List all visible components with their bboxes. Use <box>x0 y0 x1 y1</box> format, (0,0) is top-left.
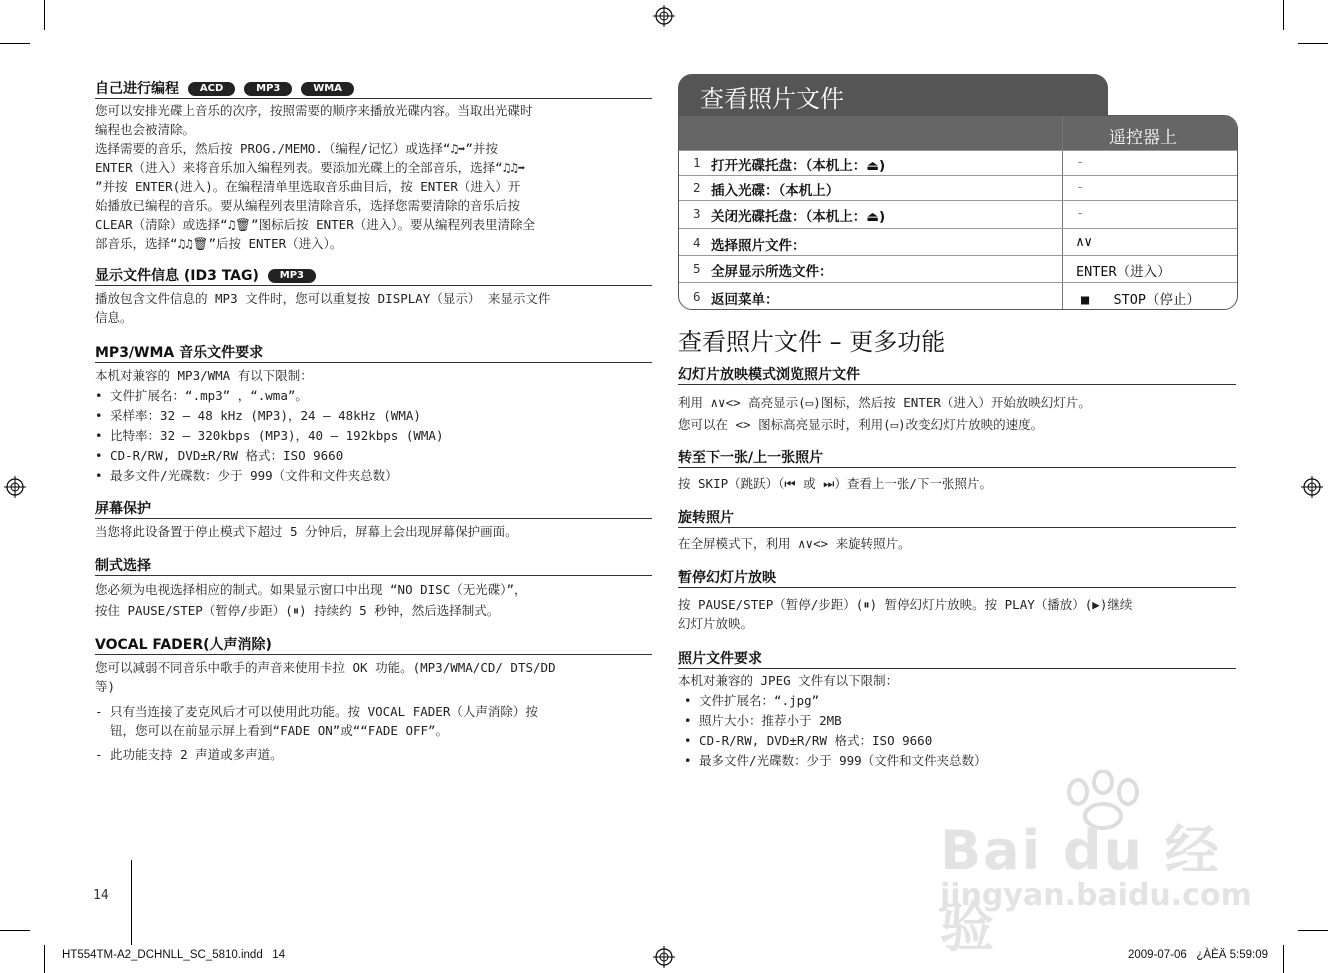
crop-mark <box>1283 0 1284 30</box>
photo-panel <box>678 74 1238 310</box>
section-body-id3 <box>95 289 550 327</box>
row-label: 全屏显示所选文件： <box>711 264 833 280</box>
footer-file-info: HT554TM-A2_DCHNLL_SC_5810.indd 14 <box>62 949 286 961</box>
body-line: 按住 PAUSE/STEP（暂停/步距）(⏸) 持续约 5 秒钟，然后选择制式。 <box>95 603 500 618</box>
section-title-vocal-fader: VOCAL FADER(人声消除) <box>95 637 272 653</box>
table-row <box>679 200 1237 229</box>
list-item: • 文件扩展名：“.mp3” ，“.wma”。 <box>95 388 308 403</box>
row-number: 1 <box>693 155 701 170</box>
section-body-mp3-req <box>95 366 443 486</box>
more-functions-title: 查看照片文件 – 更多功能 <box>678 328 946 356</box>
row-number: 6 <box>693 289 701 304</box>
body-line: 您可以减弱不同音乐中歌手的声音来使用卡拉 OK 功能。(MP3/WMA/CD/ DTS/DD <box>95 660 556 675</box>
section-rule <box>95 654 652 655</box>
section-rule <box>678 587 1236 588</box>
body-line: CLEAR（清除）或选择“♫🗑”图标后按 ENTER（进入）。要从编程列表里清除全 <box>95 217 535 232</box>
section-title-text: 显示文件信息 (ID3 TAG) <box>95 268 259 284</box>
column-header-remote: 遥控器上 <box>1109 128 1177 148</box>
list-item: • 照片大小：推荐小于 2MB <box>684 713 842 728</box>
section-title-mp3-req: MP3/WMA 音乐文件要求 <box>95 345 264 361</box>
badge-mp3: MP3 <box>268 269 316 283</box>
section-title-id3 <box>95 265 316 285</box>
table-row <box>679 150 1237 176</box>
section-body-photo-req <box>678 671 987 771</box>
crop-mark <box>44 0 45 30</box>
crop-mark <box>1298 930 1328 931</box>
row-label: 关闭光碟托盘：（本机上：⏏) <box>711 209 886 225</box>
section-rule <box>95 362 652 363</box>
list-item: - 此功能支持 2 声道或多声道。 <box>95 747 283 762</box>
body-line: 编程也会被清除。 <box>95 122 196 137</box>
body-line: 您必须为电视选择相应的制式。如果显示窗口中出现 “NO DISC（无光碟）”， <box>95 582 527 597</box>
list-item: • 比特率：32 – 320kbps (MP3)，40 – 192kbps (WMA) <box>95 428 444 443</box>
row-number: 4 <box>693 235 701 250</box>
body-line: 播放包含文件信息的 MP3 文件时，您可以重复按 DISPLAY（显示） 来显示文件 <box>95 291 551 306</box>
steps-table <box>678 115 1238 310</box>
list-item: • CD-R/RW, DVD±R/RW 格式：ISO 9660 <box>95 448 344 463</box>
row-value: - <box>1076 154 1085 170</box>
body-line: 始播放已编程的音乐。要从编程列表里清除音乐，选择您需要清除的音乐后按 <box>95 198 521 213</box>
section-body-pause <box>678 595 1132 633</box>
list-item: 钮，您可以在前显示屏上看到“FADE ON”或““FADE OFF”。 <box>95 723 449 738</box>
body-line: 幻灯片放映。 <box>678 616 754 631</box>
list-item: - 只有当连接了麦克风后才可以使用此功能。按 VOCAL FADER（人声消除）按 <box>95 704 538 719</box>
row-value: ∧∨ <box>1076 234 1093 250</box>
row-number: 3 <box>693 206 701 221</box>
section-rule <box>95 98 652 99</box>
crop-mark <box>0 930 30 931</box>
registration-mark-icon <box>4 476 26 498</box>
crop-mark <box>0 43 30 44</box>
list-item: • 最多文件/光碟数：少于 999（文件和文件夹总数） <box>95 468 398 483</box>
body-line: 选择需要的音乐，然后按 PROG./MEMO.（编程/记忆）或选择“♫➡”并按 <box>95 141 498 156</box>
watermark-url: jingyan.baidu.com <box>940 878 1252 913</box>
table-row <box>679 228 1237 256</box>
section-title-slideshow: 幻灯片放映模式浏览照片文件 <box>678 367 860 383</box>
section-title-tv-system: 制式选择 <box>95 558 151 574</box>
page-number: 14 <box>93 888 109 903</box>
body-line: 利用 ∧∨<> 高亮显示(▭)图标，然后按 ENTER（进入）开始放映幻灯片。 <box>678 395 1091 410</box>
row-value: - <box>1076 205 1085 221</box>
body-line: 本机对兼容的 JPEG 文件有以下限制： <box>678 673 899 688</box>
registration-mark-icon <box>1301 476 1323 498</box>
row-value: ENTER（进入） <box>1076 264 1171 280</box>
table-row <box>679 255 1237 283</box>
body-line: 按 SKIP（跳跃）（⏮ 或 ⏭）查看上一张/下一张照片。 <box>678 476 992 491</box>
section-title-screensaver: 屏幕保护 <box>95 501 151 517</box>
watermark-brand: Bai du 经验 <box>940 819 1221 959</box>
body-line: 在全屏模式下，利用 ∧∨<> 来旋转照片。 <box>678 536 911 551</box>
section-rule <box>95 518 652 519</box>
list-item: • 文件扩展名：“.jpg” <box>684 693 820 708</box>
section-rule <box>95 575 652 576</box>
row-value: ■ STOP（停止） <box>1081 292 1201 308</box>
panel-tab <box>678 74 1108 118</box>
crop-mark <box>1283 945 1284 973</box>
crop-mark <box>1298 43 1328 44</box>
section-body-screensaver <box>95 522 518 541</box>
row-number: 2 <box>693 180 701 195</box>
row-label: 打开光碟托盘：（本机上：⏏) <box>711 158 886 174</box>
section-title-skip: 转至下一张/上一张照片 <box>678 450 824 466</box>
row-value: - <box>1076 179 1085 195</box>
body-line: 部音乐，选择“♫♫🗑”后按 ENTER（进入）。 <box>95 236 343 251</box>
row-label: 选择照片文件： <box>711 238 806 254</box>
list-item: • CD-R/RW, DVD±R/RW 格式：ISO 9660 <box>684 733 933 748</box>
section-title-text: 自己进行编程 <box>95 81 179 97</box>
list-item: • 最多文件/光碟数：少于 999（文件和文件夹总数） <box>684 753 987 768</box>
registration-mark-icon <box>653 946 675 968</box>
section-title-pause: 暂停幻灯片放映 <box>678 570 776 586</box>
section-rule <box>678 467 1236 468</box>
margin-line <box>131 860 132 945</box>
section-body-skip <box>678 474 992 493</box>
body-line: 信息。 <box>95 310 133 325</box>
section-body-slideshow <box>678 392 1091 436</box>
badge-mp3: MP3 <box>244 82 292 96</box>
body-line: ”并按 ENTER(进入)。在编程清单里选取音乐曲目后，按 ENTER（进入）开 <box>95 179 521 194</box>
row-label: 插入光碟：（本机上） <box>711 183 840 199</box>
section-body-tv-system <box>95 579 527 621</box>
body-line: 本机对兼容的 MP3/WMA 有以下限制： <box>95 368 313 383</box>
section-title-program <box>95 78 354 98</box>
section-body-rotate <box>678 534 911 553</box>
table-row <box>679 175 1237 201</box>
table-header <box>679 116 1237 150</box>
panel-title: 查看照片文件 <box>700 85 844 113</box>
row-number: 5 <box>693 261 701 276</box>
footer-timestamp: 2009-07-06 ¿ÀÈÄ 5:59:09 <box>1128 949 1269 961</box>
row-label: 返回菜单： <box>711 292 779 308</box>
body-line: 您可以安排光碟上音乐的次序，按照需要的顺序来播放光碟内容。当取出光碟时 <box>95 103 533 118</box>
badge-acd: ACD <box>188 82 235 96</box>
body-line: 等) <box>95 679 116 694</box>
section-rule <box>678 527 1236 528</box>
list-item: • 采样率：32 – 48 kHz (MP3)，24 – 48kHz (WMA) <box>95 408 421 423</box>
crop-mark <box>44 945 45 973</box>
section-title-rotate: 旋转照片 <box>678 510 734 526</box>
registration-mark-icon <box>653 5 675 27</box>
section-rule <box>95 285 652 286</box>
section-rule <box>678 384 1236 385</box>
section-body-program <box>95 101 535 253</box>
body-line: 您可以在 <> 图标高亮显示时，利用(▭)改变幻灯片放映的速度。 <box>678 417 1044 432</box>
badge-wma: WMA <box>301 82 354 96</box>
body-line: ENTER（进入）来将音乐加入编程列表。要添加光碟上的全部音乐，选择“♫♫➡ <box>95 160 526 175</box>
table-row <box>679 282 1237 310</box>
section-body-vocal-fader <box>95 658 556 764</box>
body-line: 按 PAUSE/STEP（暂停/步距）(⏸) 暂停幻灯片放映。按 PLAY（播放）(▶)继续 <box>678 597 1133 612</box>
section-title-photo-req: 照片文件要求 <box>678 651 762 667</box>
section-rule <box>678 668 1236 669</box>
body-line: 当您将此设备置于停止模式下超过 5 分钟后，屏幕上会出现屏幕保护画面。 <box>95 524 518 539</box>
